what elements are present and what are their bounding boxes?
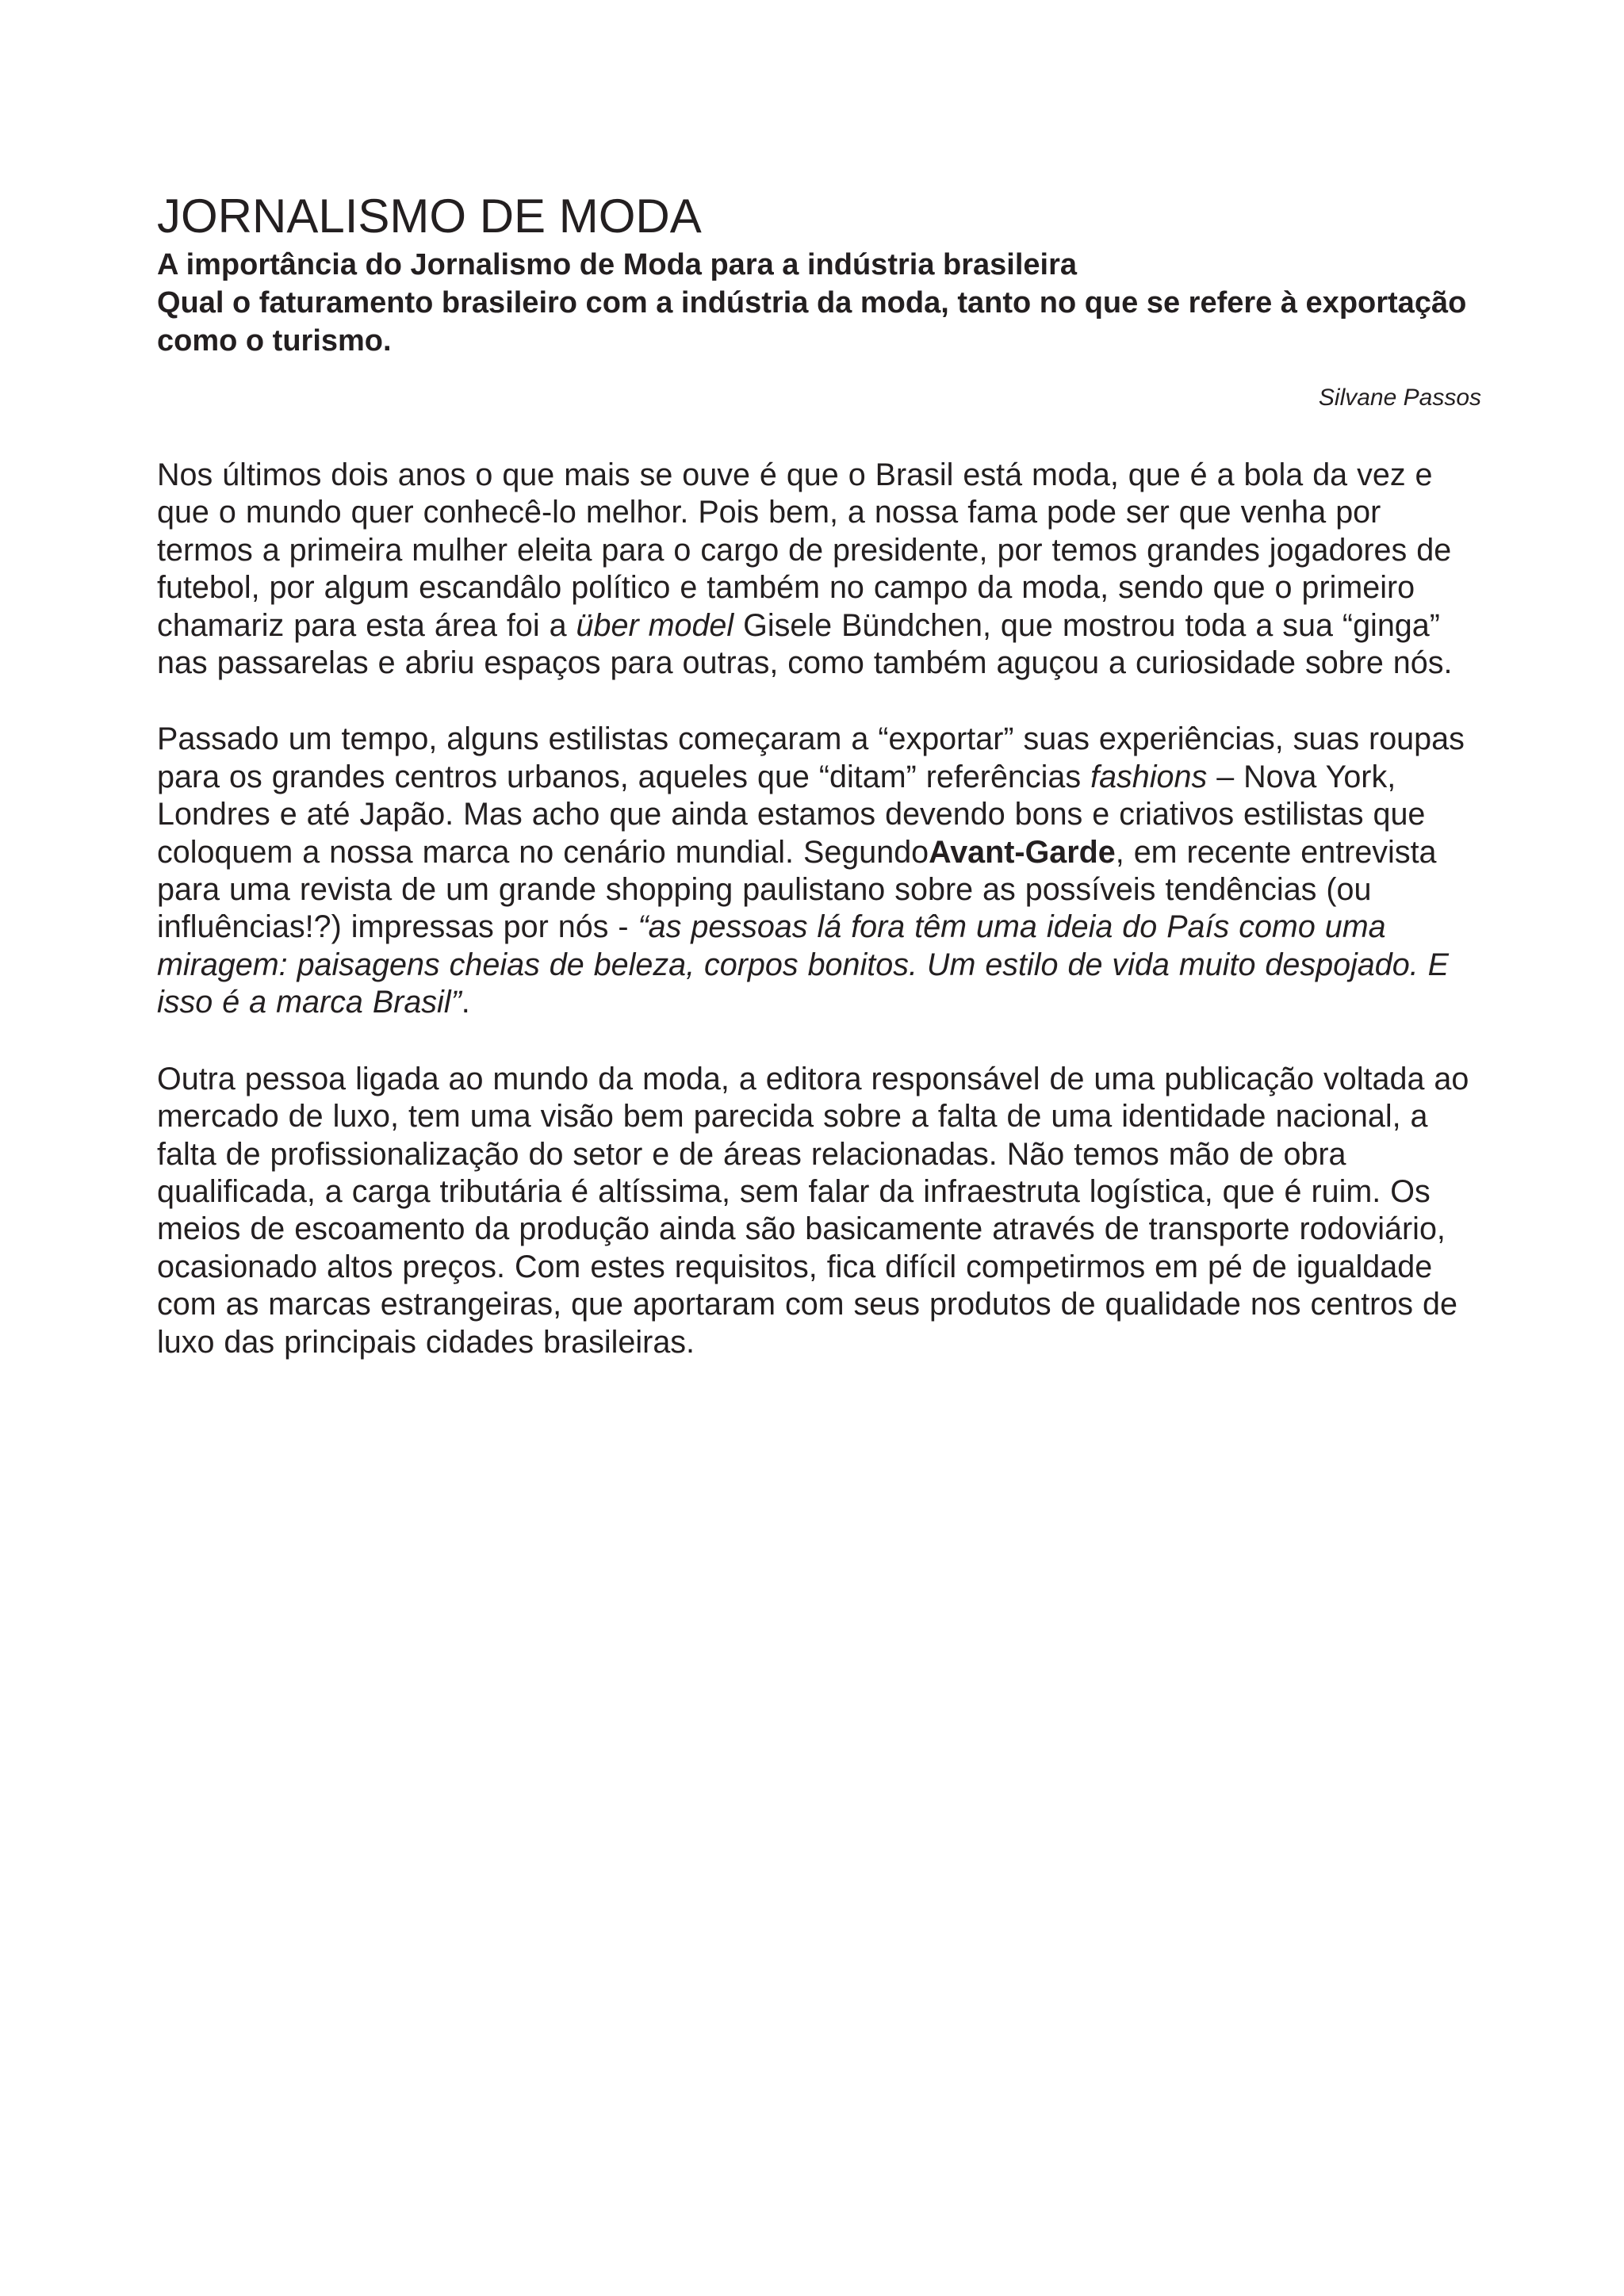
paragraph-1-text-a: Nos últimos dois anos o que mais se ouve é que o Brasil está moda, que é a bola da vez e que o mundo quer conhecê-lo melhor. Pois bem, a nossa fama pode ser que venha por termos a primeira mulher eleita para o cargo de presidente, por temos grandes jogadores de futebol, por algum escandâlo político e também no campo da moda, sendo que o primeiro chamariz para esta área foi a — [157, 457, 1452, 643]
paragraph-2 — [157, 721, 1481, 1021]
article-title: JORNALISMO DE MODA — [157, 189, 702, 243]
paragraph-1-text-c: Gisele Bündchen, que mostrou toda a sua “ginga” nas passarelas e abriu espaços para outras, como também aguçou a curiosidade sobre nós. — [157, 607, 1453, 681]
paragraph-2-bold-name: Avant-Garde — [929, 834, 1116, 870]
article-subtitle: A importância do Jornalismo de Moda para a indústria brasileira — [157, 248, 1078, 281]
paragraph-1-italic: über model — [576, 607, 734, 643]
article-subheading: Qual o faturamento brasileiro com a indústria da moda, tanto no que se refere à exportação como o turismo. — [157, 286, 1467, 358]
paragraph-2-text-e: , em recente entrevista para uma revista de um grande shopping paulistano sobre as possíveis tendências (ou influências!?) impressas por nós - — [157, 834, 1437, 945]
article — [157, 187, 1481, 1361]
paragraph-2-italic-fashions: fashions — [1090, 759, 1208, 794]
author-name: Silvane Passos — [1318, 385, 1481, 411]
paragraph-1 — [157, 457, 1481, 682]
paragraph-2-text-g: . — [461, 985, 470, 1020]
paragraph-2-text-c: – Nova York, Londres e até Japão. Mas acho que ainda estamos devendo bons e criativos estilistas que coloquem a nossa marca no cenário mundial. Segundo — [157, 759, 1426, 870]
paragraph-3: Outra pessoa ligada ao mundo da moda, a editora responsável de uma publicação voltada ao mercado de luxo, tem uma visão bem parecida sobre a falta de uma identidade nacional, a falta de profissionalização do setor e de áreas relacionadas. Não temos mão de obra qualificada, a carga tributária é altíssima, sem falar da infraestruta logística, que é ruim. Os meios de escoamento da produção ainda são basicamente através de transporte rodoviário, ocasionado altos preços. Com estes requisitos, fica difícil competirmos em pé de igualdade com as marcas estrangeiras, que aportaram com seus produtos de qualidade nos centros de luxo das principais cidades brasileiras. — [157, 1061, 1469, 1360]
paragraph-2-text-a: Passado um tempo, alguns estilistas começaram a “exportar” suas experiências, suas roupas para os grandes centros urbanos, aqueles que “ditam” referências — [157, 721, 1465, 794]
paragraph-2-italic-quote: “as pessoas lá fora têm uma ideia do País como uma miragem: paisagens cheias de beleza, corpos bonitos. Um estilo de vida muito despojado. E isso é a marca Brasil” — [157, 909, 1450, 1020]
